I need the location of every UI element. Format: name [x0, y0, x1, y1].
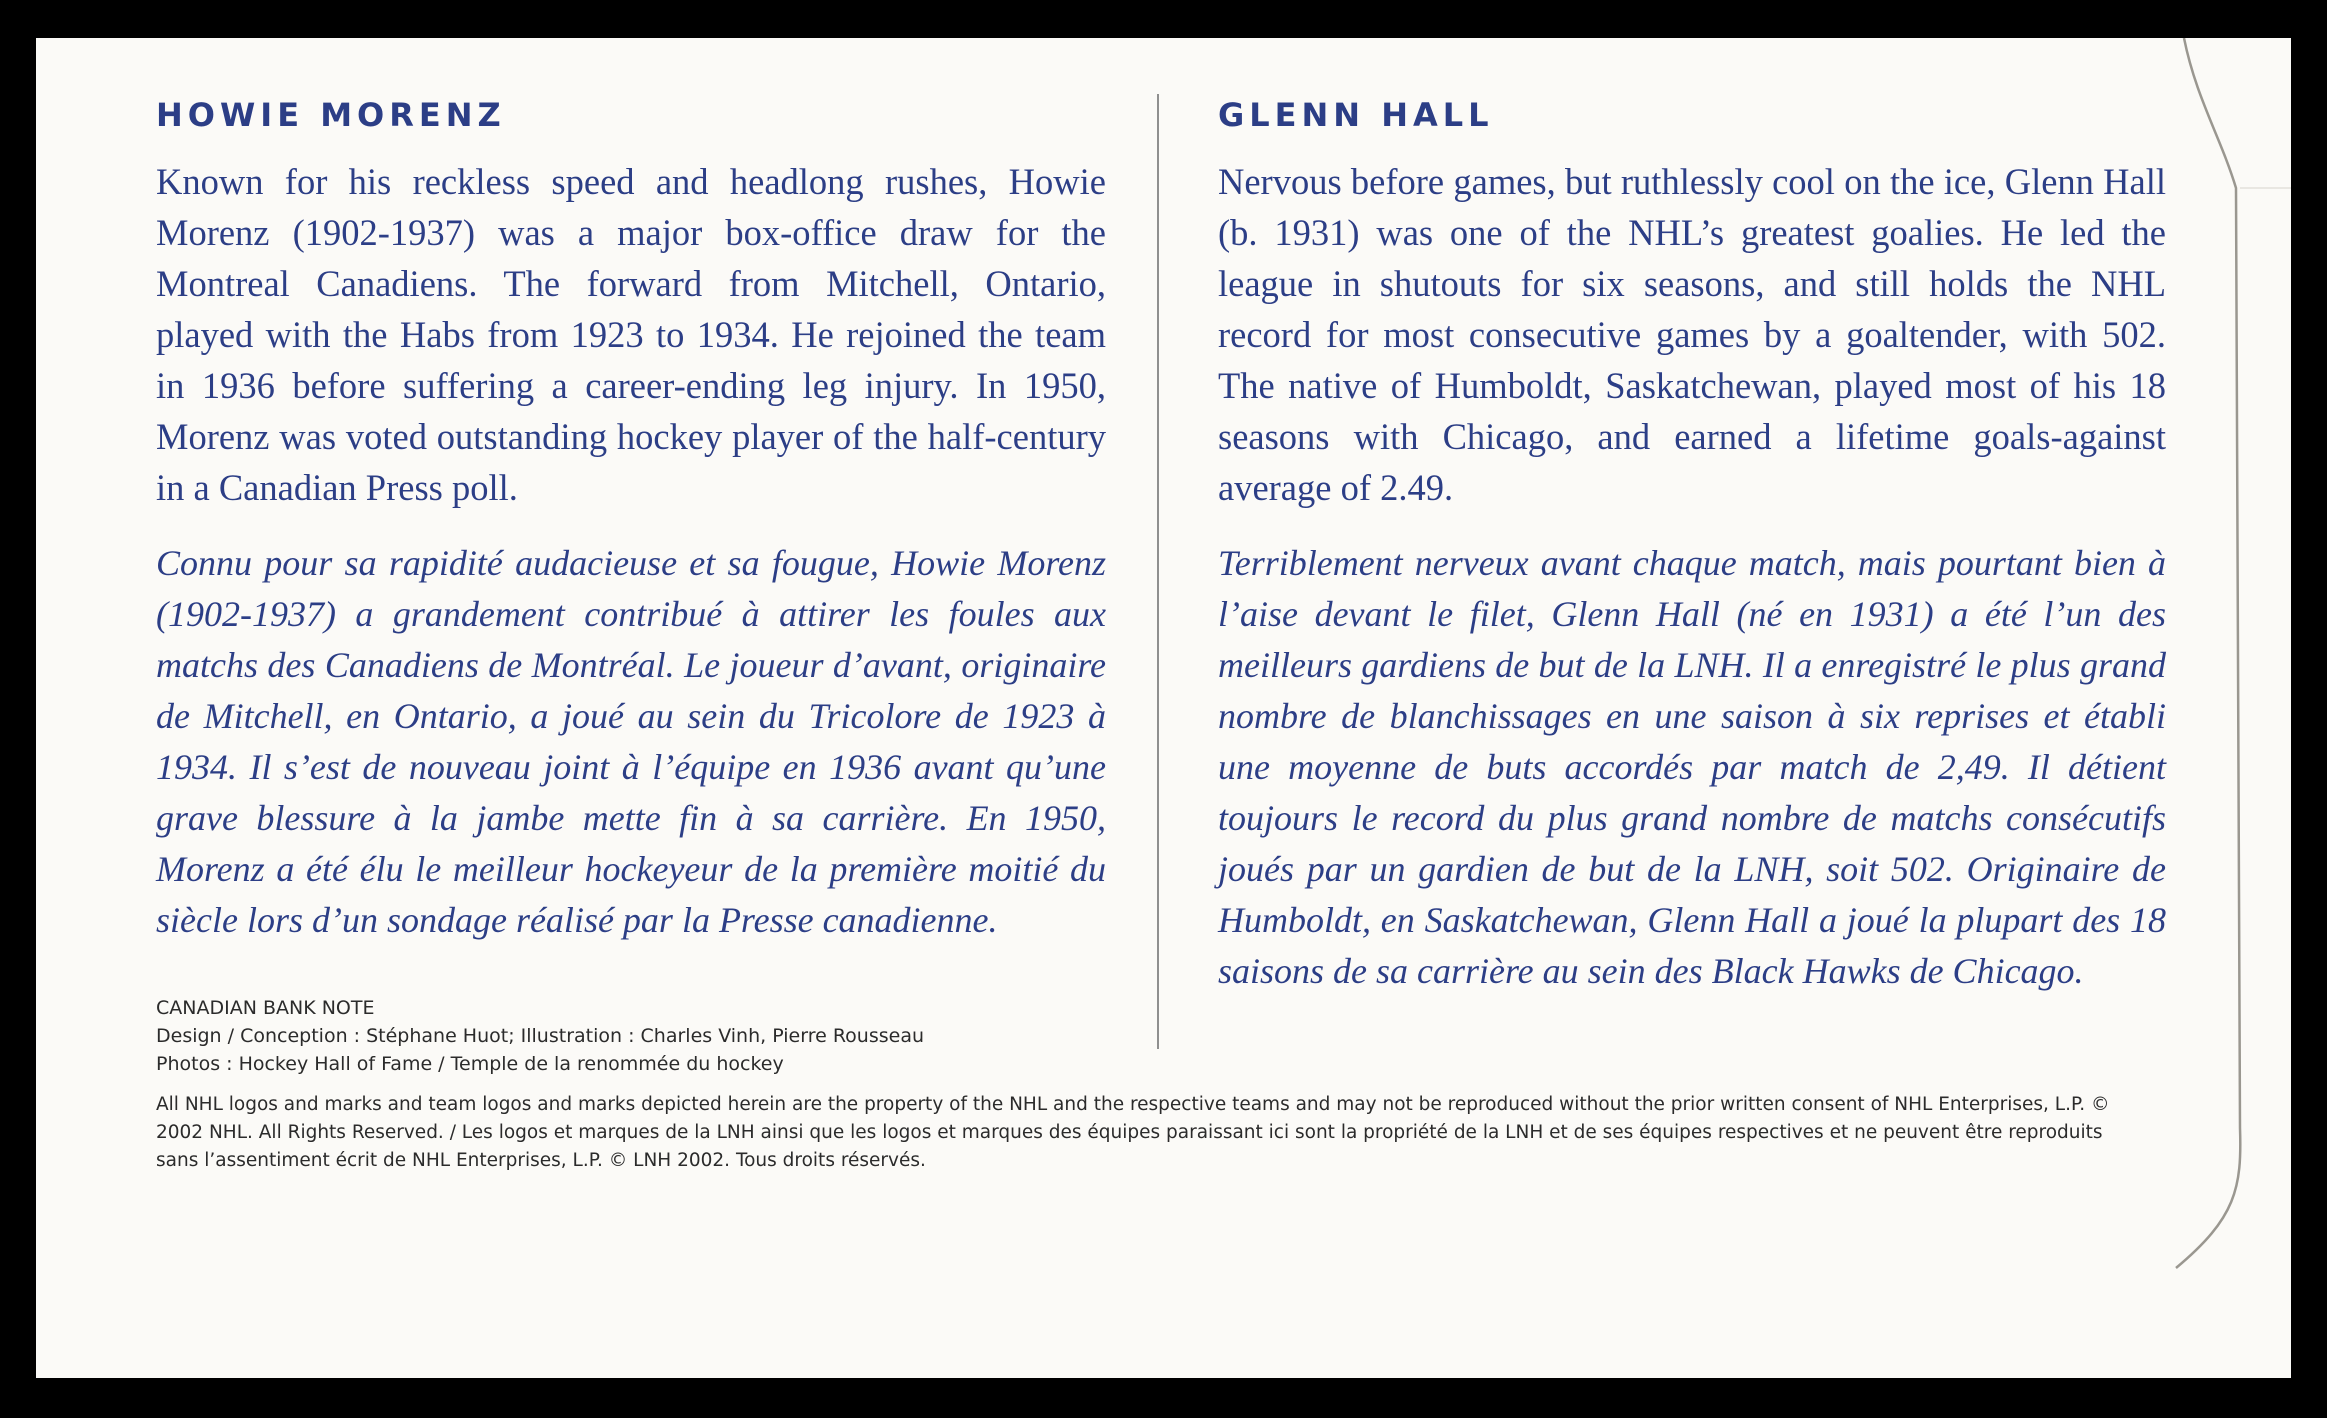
printer-credit: CANADIAN BANK NOTE [156, 997, 375, 1019]
howie-morenz-column [156, 96, 1106, 946]
column-divider [1157, 94, 1159, 1049]
photo-credit: Photos : Hockey Hall of Fame / Temple de la renommée du hockey [156, 1053, 784, 1075]
player-name-hall: GLENN HALL [1218, 96, 1494, 134]
envelope-back [36, 38, 2291, 1378]
player-name-morenz: HOWIE MORENZ [156, 96, 506, 134]
legal-notice: All NHL logos and marks and team logos and marks depicted herein are the property of the NHL and the respective teams and may not be reproduced without the prior written consent of NHL Enterprises, L.P. © 2002 NHL. All Rights Reserved. / Les logos et marques de la LNH ainsi que les logos et marques des équipes paraissant ici sont la propriété de la LNH et de ses équipes respectives et ne peuvent être reproduits sans l’assentiment écrit de NHL Enterprises, L.P. © LNH 2002. Tous droits réservés. [156, 1094, 2110, 1171]
glenn-hall-column [1218, 96, 2166, 997]
english-bio-morenz: Known for his reckless speed and headlong rushes, Howie Morenz (1902-1937) was a major box-office draw for the Montreal Canadiens. The forward from Mitchell, Ontario, played with the Habs from 1923 to 1934. He rejoined the team in 1936 before suffering a career-ending leg injury. In 1950, Morenz was voted outstanding hockey player of the half-century in a Canadian Press poll. [156, 161, 1106, 509]
french-bio-morenz: Connu pour sa rapidité audacieuse et sa fougue, Howie Morenz (1902-1937) a grandement contribué à attirer les foules aux matchs des Canadiens de Montréal. Le joueur d’avant, originaire de Mitchell, en Ontario, a joué au sein du Tricolore de 1923 à 1934. Il s’est de nouveau joint à l’équipe en 1936 avant qu’une grave blessure à la jambe mette fin à sa carrière. En 1950, Morenz a été élu le meilleur hockeyeur de la première moitié du siècle lors d’un sondage réalisé par la Presse canadienne. [156, 543, 1106, 941]
design-credit: Design / Conception : Stéphane Huot; Illustration : Charles Vinh, Pierre Rousseau [156, 1025, 925, 1047]
credits-block [156, 994, 1156, 1078]
french-bio-hall: Terriblement nerveux avant chaque match, mais pourtant bien à l’aise devant le filet, Glenn Hall (né en 1931) a été l’un des meilleurs gardiens de but de la LNH. Il a enregistré le plus grand nombre de blanchissages en une saison à six reprises et établi une moyenne de buts accordés par match de 2,49. Il détient toujours le record du plus grand nombre de matchs consécutifs joués par un gardien de but de la LNH, soit 502. Originaire de Humboldt, en Saskatchewan, Glenn Hall a joué la plupart des 18 saisons de sa carrière au sein des Black Hawks de Chicago. [1218, 543, 2166, 992]
english-bio-hall: Nervous before games, but ruthlessly cool on the ice, Glenn Hall (b. 1931) was one of the NHL’s greatest goalies. He led the league in shutouts for six seasons, and still holds the NHL record for most consecutive games by a goaltender, with 502. The native of Humboldt, Saskatchewan, played most of his 18 seasons with Chicago, and earned a lifetime goals-against average of 2.49. [1218, 161, 2166, 509]
